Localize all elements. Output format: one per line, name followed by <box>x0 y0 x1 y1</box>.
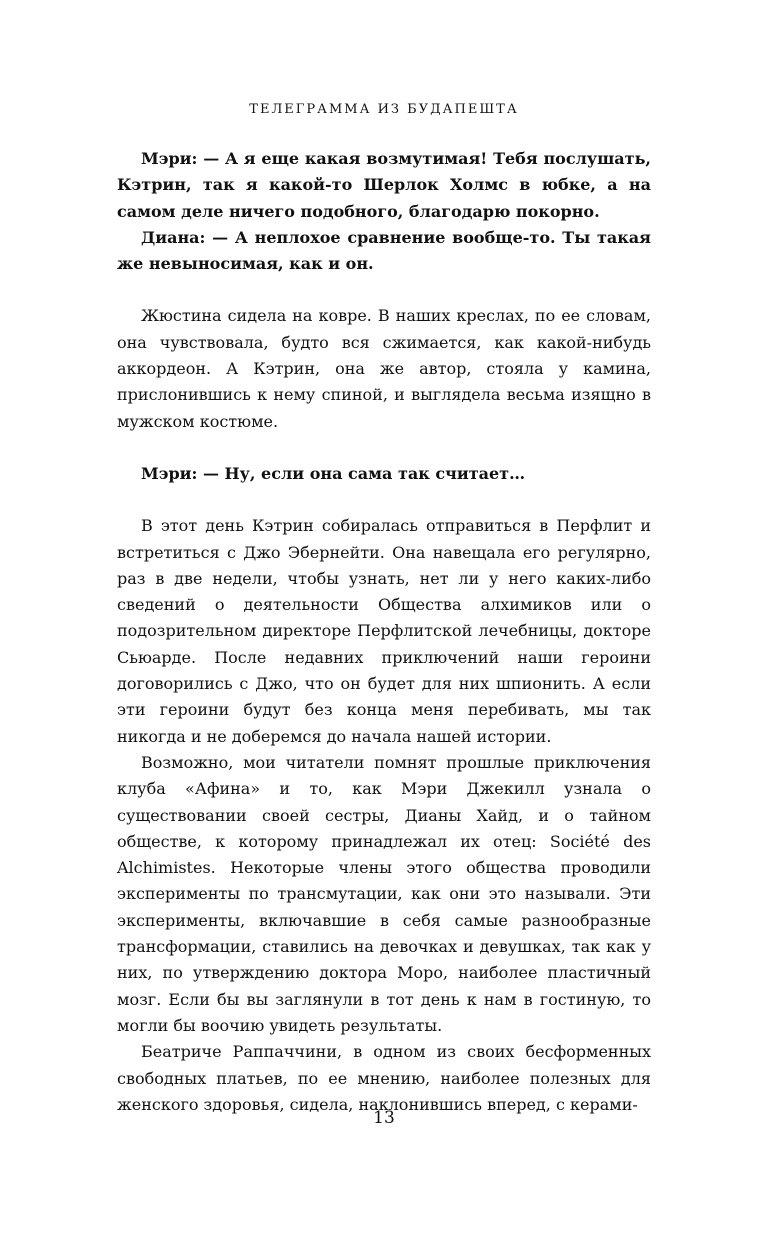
paragraph-beatrice: Беатриче Раппаччини, в одном из своих бесформенных свободных платьев, по ее мнению, наиболее полезных для женского здоровья, сидела, наклонившись вперед, с керами- <box>117 1042 651 1114</box>
paragraph-gap <box>117 435 651 461</box>
body-text <box>117 146 651 1118</box>
paragraph-justine: Жюстина сидела на ковре. В наших креслах, по ее словам, она чувствовала, будто вся сжимается, как какой-нибудь аккордеон. А Кэтрин, она же автор, стояла у камина, прислонившись к нему спиной, и выглядела весьма изящно в мужском костюме. <box>117 306 651 431</box>
paragraph-athena-club: Возможно, мои читатели помнят прошлые приключения клуба «Афина» и то, как Мэри Джекилл узнала о существовании своей сестры, Дианы Хайд, и о тайном обществе, к которому принадлежал их отец: Société des Alchimistes. Некоторые члены этого общества проводили эксперименты по трансмутации, как они это называли. Эти эксперименты, включавшие в себя самые разнообразные трансформации, ставились на девочках и девушках, так как у них, по утверждению доктора Моро, наиболее пластичный мозг. Если бы вы заглянули в тот день к нам в гостиную, то могли бы воочию увидеть результаты. <box>117 752 651 1035</box>
paragraph-dialogue-mary-2: Мэри: — Ну, если она сама так считает… <box>141 463 526 483</box>
running-head: ТЕЛЕГРАММА ИЗ БУДАПЕШТА <box>249 102 519 117</box>
paragraph-dialogue-diana: Диана: — А неплохое сравнение вообще-то. Ты такая же невыносимая, как и он. <box>117 227 651 274</box>
paragraph-catherine-purfleet: В этот день Кэтрин собиралась отправиться в Перфлит и встретиться с Джо Эбернейти. Она навещала его регулярно, раз в две недели, чтобы узнать, нет ли у него каких-либо сведений о деятельности Общества алхимиков или о подозрительном директоре Перфлитской лечебницы, докторе Сьюарде. После недавних приключений наши героини договорились с Джо, что он будет для них шпионить. А если эти героини будут без конца меня перебивать, мы так никогда и не доберемся до начала нашей истории. <box>117 516 651 746</box>
paragraph-gap <box>117 277 651 303</box>
paragraph-gap <box>117 487 651 513</box>
page-number: 13 <box>373 1108 395 1128</box>
paragraph-dialogue-mary-1: Мэри: — А я еще какая возмутимая! Тебя послушать, Кэтрин, так я какой-то Шерлок Холмс в юбке, а на самом деле ничего подобного, благодарю покорно. <box>117 149 651 221</box>
